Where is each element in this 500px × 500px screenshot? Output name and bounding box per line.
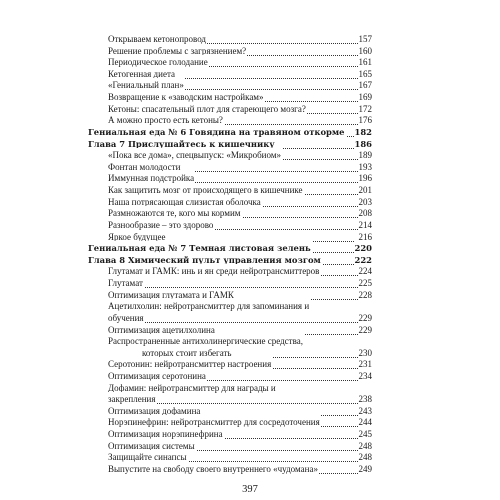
toc-entry-title: которых стоит избегать: [142, 347, 232, 358]
toc-entry-page: 176: [358, 115, 372, 126]
toc-entry-page: 182: [354, 126, 372, 137]
toc-entry-title: «Гениальный план»: [108, 80, 184, 91]
toc-entry-page: 201: [358, 185, 372, 196]
toc-entry-page: 160: [358, 45, 372, 56]
toc-entry-title: Оптимизация системы: [108, 440, 195, 451]
toc-entry-page: 222: [354, 254, 372, 265]
toc-entry-title: Оптимизация серотонина: [108, 370, 206, 381]
toc-entry-page: 238: [358, 394, 372, 405]
toc-entry-title: Оптимизация глутамата и ГАМК: [108, 289, 234, 300]
toc-entry-page: 220: [354, 243, 372, 254]
toc-entry-title: Решение проблемы с загрязнением?: [108, 45, 247, 56]
toc-entry-page: 186: [354, 138, 372, 149]
toc-entry-title: Защищайте синапсы: [108, 452, 187, 463]
page-number: 397: [242, 484, 258, 495]
toc-entry-page: 214: [358, 219, 372, 230]
toc-entry-title: Дофамин: нейротрансмиттер для награды и: [108, 382, 276, 393]
toc-entry-page: 244: [358, 417, 372, 428]
toc-entry-page: 229: [358, 312, 372, 323]
toc-entry-title: Выпустите на свободу своего внутреннего «чудомана»: [108, 463, 318, 474]
toc-entry-page: 169: [358, 92, 372, 103]
toc-entry-title: Иммунная подстройка: [108, 173, 195, 184]
toc-entry-title: Как защитить мозг от происходящего в кишечнике: [108, 185, 303, 196]
toc-entry-title: Серотонин: нейротрансмиттер настроения: [108, 359, 272, 370]
toc-entry-page: 249: [358, 463, 372, 474]
toc-entry-title: Яркое будущее: [108, 231, 166, 242]
toc-entry-title: Глутамат: [108, 278, 143, 289]
toc-entry-title: Глутамат и ГАМК: инь и ян среди нейротрансмиттеров: [108, 266, 320, 277]
toc-entry-page: 165: [358, 68, 372, 79]
toc-entry-title: Глава 8 Химический пульт управления мозгом: [88, 254, 321, 265]
toc-entry-page: 203: [358, 196, 372, 207]
toc-entry-page: 208: [358, 208, 372, 219]
toc-entry-title: Оптимизация дофамина: [108, 405, 201, 416]
toc-entry-title: Кетоны: спасательный плот для стареющего мозга?: [108, 103, 306, 114]
toc-entry-title: Оптимизация ацетилхолина: [108, 324, 215, 335]
toc-entry-page: 231: [358, 359, 372, 370]
toc-entry-page: 234: [358, 370, 372, 381]
toc-entry: [0, 462, 500, 476]
toc-entry-title: Гениальная еда № 7 Темная листовая зелень: [88, 243, 311, 254]
toc-entry-page: 248: [358, 440, 372, 451]
toc-entry-title: Размножаются те, кого мы кормим: [108, 208, 241, 219]
toc-entry-title: Оптимизация норэпинефрина: [108, 429, 223, 440]
toc-entry-page: 167: [358, 80, 372, 91]
toc-entry-page: 216: [358, 231, 372, 242]
toc-entry-title: обучения: [108, 312, 144, 323]
toc-entry-page: 229: [358, 324, 372, 335]
toc-entry-page: 196: [358, 173, 372, 184]
toc-entry-page: 193: [358, 161, 372, 172]
toc-entry-page: 230: [358, 347, 372, 358]
toc-entry-page: 161: [358, 57, 372, 68]
toc-entry-page: 157: [358, 34, 372, 44]
toc-entry-title: Открываем кетонопровод: [108, 34, 207, 44]
toc-entry-title: Фонтан молодости: [108, 161, 181, 172]
toc-entry-title: А можно просто есть кетоны?: [108, 115, 223, 126]
toc-entry-title: Разнообразие – это здорово: [108, 219, 214, 230]
toc-entry-page: 243: [358, 405, 372, 416]
toc-entry-title: Кетогенная диета: [108, 68, 175, 79]
toc-entry-title: Периодическое голодание: [108, 57, 208, 68]
toc-entry-title: Глава 7 Прислушайтесь к кишечнику: [88, 138, 275, 149]
toc-entry-title: Норэпинефрин: нейротрансмиттер для сосредоточения: [108, 417, 320, 428]
toc-entry-page: 228: [358, 289, 372, 300]
toc-entry-title: Ацетилхолин: нейротрансмиттер для запоминания и: [108, 301, 310, 312]
toc-entry-title: закрепления: [108, 394, 156, 405]
toc-entry-page: 225: [358, 278, 372, 289]
toc-entry-page: 172: [358, 103, 372, 114]
toc-entry-title: Гениальная еда № 6 Говядина на травяном откорме: [88, 126, 345, 137]
toc-entry-title: Распространенные антихолинергические средства,: [108, 336, 303, 347]
toc-entry-page: 189: [358, 150, 372, 161]
toc-entry-title: Возвращение к «заводским настройкам»: [108, 92, 264, 103]
toc-entry-title: Наша потрясающая слизистая оболочка: [108, 196, 261, 207]
toc-entry-page: 245: [358, 429, 372, 440]
toc-entry-page: 224: [358, 266, 372, 277]
toc-entry-title: «Пока все дома», спецвыпуск: «Микробиом»: [108, 150, 282, 161]
toc-entry-page: 248: [358, 452, 372, 463]
